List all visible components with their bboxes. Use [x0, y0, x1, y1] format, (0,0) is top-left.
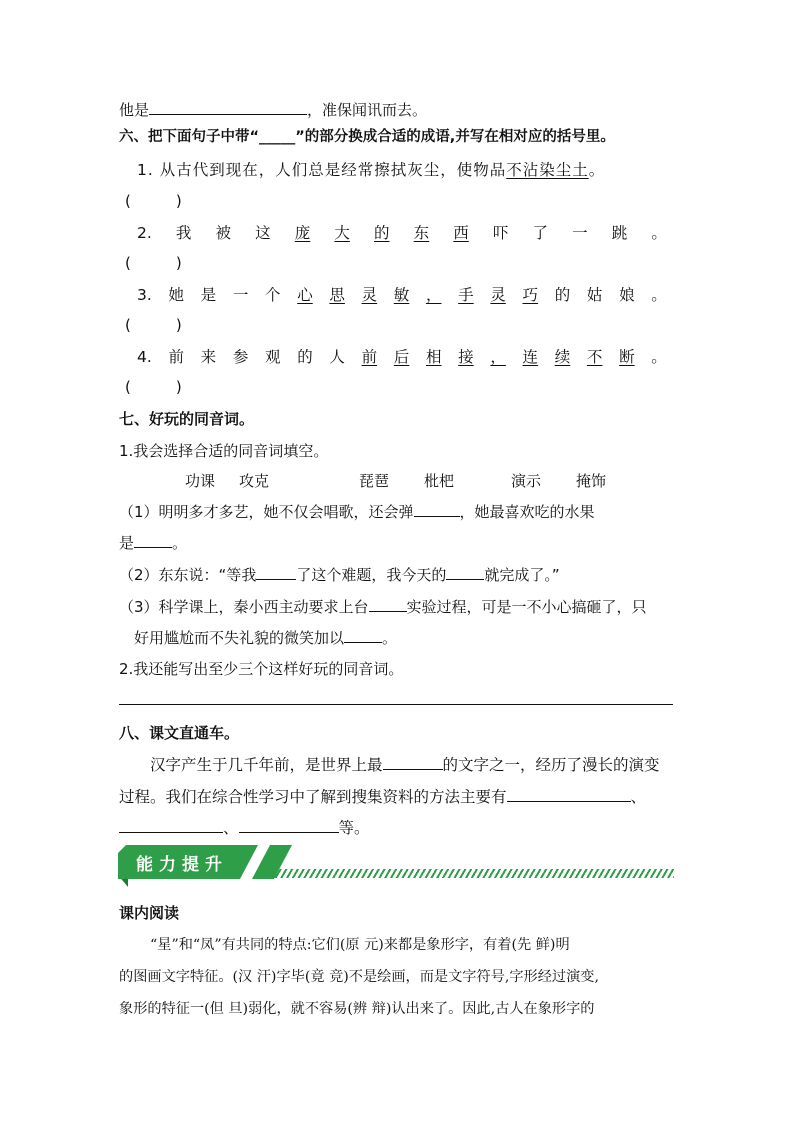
q7-item-2: （2）东东说：“等我 了这个难题，我今天的 就完成了。” [119, 563, 560, 586]
reading-line-2: 的图画文字特征。(汉 汗)字毕(竟 竞)不是绘画，而是文字符号,字形经过演变, [119, 969, 599, 985]
q7-sub2: 2.我还能写出至少三个这样好玩的同音词。 [119, 660, 404, 678]
q8-paragraph-3: 、 等。 [119, 816, 370, 839]
section-banner [118, 845, 678, 885]
word-gongke2: 攻克 [239, 472, 270, 490]
word-pipa2: 枇杷 [424, 472, 455, 490]
q7-item-3: （3）科学课上，秦小西主动要求上台 实验过程，可是一不小心搞砸了，只 [119, 595, 647, 618]
banner-hatch [268, 869, 674, 878]
word-pipa: 琵琶 [359, 472, 390, 490]
blank[interactable] [134, 531, 172, 548]
blank[interactable] [239, 816, 339, 833]
line-he-shi: 他是 ，准保闻讯而去。 [119, 98, 427, 121]
q6-sentence-4: 4. 前 来 参 观 的 人 前 后 相 接 ， 连 续 不 断 。 [137, 348, 667, 366]
word-yanshi2: 掩饰 [576, 472, 607, 490]
q8-heading: 八、课文直通车。 [119, 724, 240, 742]
word-gongke: 功课 [185, 472, 216, 490]
blank[interactable] [383, 753, 443, 770]
blank[interactable] [149, 98, 307, 115]
reading-line-3: 象形的特征一(但 旦)弱化，就不容易(辨 辩)认出来了。因此,古人在象形字的 [119, 1001, 595, 1017]
reading-line-1: “星”和“凤”有共同的特点:它们(原 元)来都是象形字，有着(先 鲜)明 [150, 937, 570, 953]
reading-title: 课内阅读 [119, 904, 180, 922]
q6-sentence-2: 2. 我 被 这 庞 大 的 东 西 吓 了 一 跳 。 [137, 224, 667, 242]
q7-item-1: （1）明明多才多艺，她不仅会唱歌，还会弹 ，她最喜欢吃的水果 [119, 500, 595, 523]
blank[interactable] [256, 563, 296, 580]
blank[interactable] [119, 816, 223, 833]
blank[interactable] [414, 500, 460, 517]
blank[interactable] [507, 785, 631, 802]
q7-heading: 七、好玩的同音词。 [119, 410, 255, 428]
blank[interactable] [344, 626, 382, 643]
blank[interactable] [369, 595, 407, 612]
blank[interactable] [446, 563, 484, 580]
q8-paragraph-2: 过程。我们在综合性学习中了解到搜集资料的方法主要有 、 [119, 785, 646, 808]
q7-item-3-cont: 好用尴尬而不失礼貌的微笑加以 。 [134, 626, 397, 649]
q6-sentence-1: 1. 从古代到现在，人们总是经常擦拭灰尘，使物品不沾染尘土。 [137, 161, 606, 179]
answer-bracket-1[interactable]: ( ) [125, 192, 182, 210]
answer-bracket-4[interactable]: ( ) [125, 378, 182, 396]
banner-label: 能力提升 [136, 855, 228, 875]
answer-bracket-3[interactable]: ( ) [125, 316, 182, 334]
q7-sub1: 1.我会选择合适的同音词填空。 [119, 442, 329, 460]
answer-bracket-2[interactable]: ( ) [125, 254, 182, 272]
q6-sentence-3: 3. 她 是 一 个 心 思 灵 敏 ， 手 灵 巧 的 姑 娘 。 [137, 286, 667, 304]
q6-heading: 六、把下面句子中带“_____”的部分换成合适的成语,并写在相对应的括号里。 [119, 129, 615, 145]
q8-paragraph-1: 汉字产生于几千年前，是世界上最 的文字之一，经历了漫长的演变 [150, 753, 660, 776]
word-yanshi: 演示 [511, 472, 542, 490]
answer-line[interactable] [119, 704, 673, 705]
q7-item-1-cont: 是 。 [119, 531, 187, 554]
